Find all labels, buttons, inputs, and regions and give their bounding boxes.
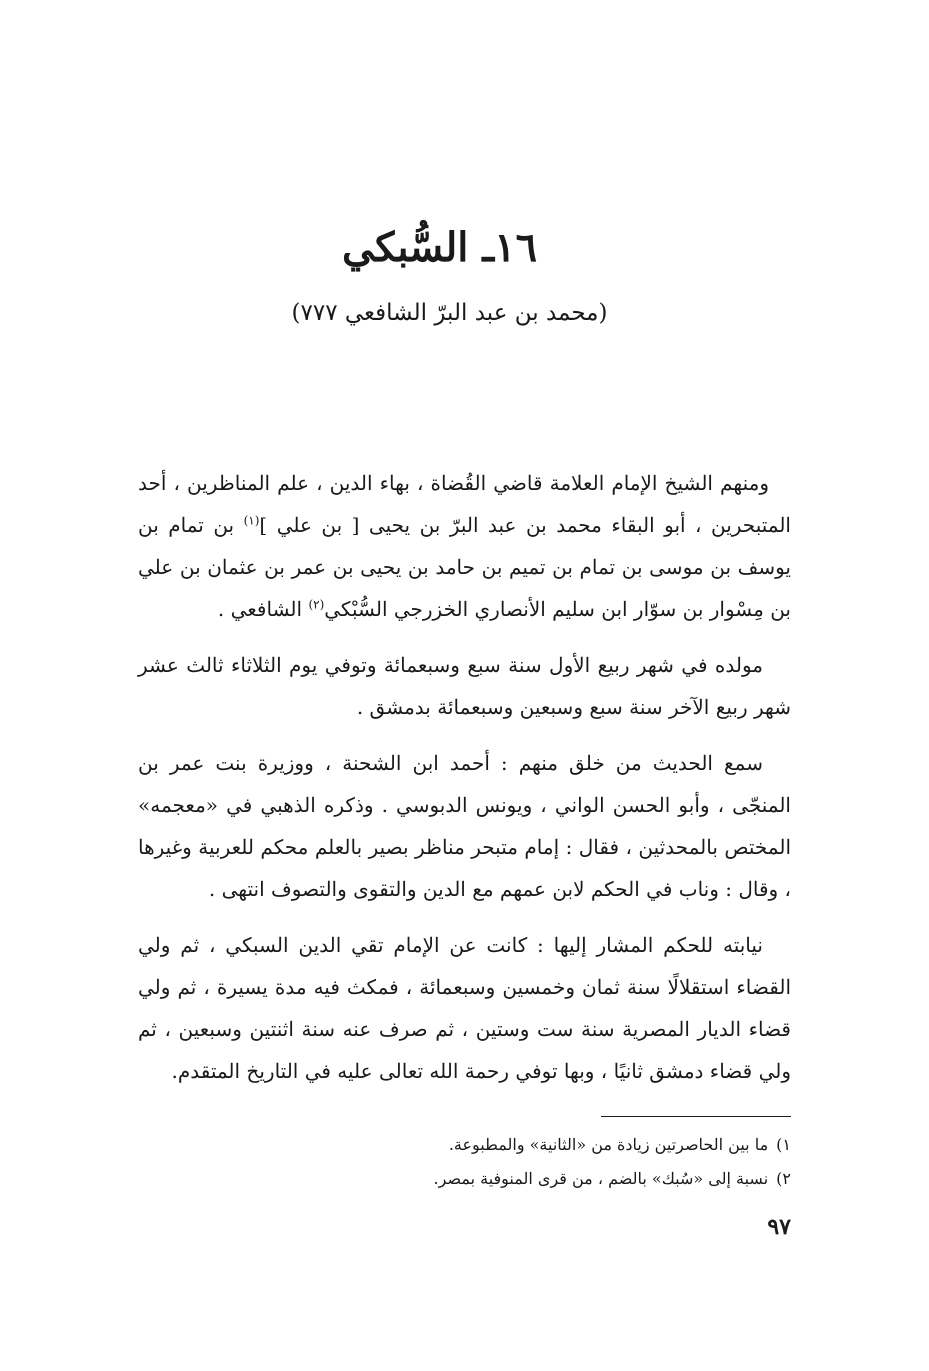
- footnote-1-number: ١): [776, 1135, 791, 1154]
- page-number: ٩٧: [767, 1214, 791, 1240]
- paragraph-1-part-a: ومنهم الشيخ الإمام العلامة قاضي القُضاة ، بهاء الدين ، علم المناظرين ، أحد المتبحرين ، أبو البقاء محمد بن عبد البرّ بن يحيى [ بن علي ]: [138, 471, 791, 537]
- paragraph-1-part-b: بن تمام بن يوسف بن موسى بن تمام بن تميم بن حامد بن يحيى بن عمر بن عثمان بن علي بن مِسْوار بن سوّار ابن سليم الأنصاري الخزرجي السُّبْكي: [138, 513, 791, 621]
- paragraph-1-part-c: الشافعي .: [217, 597, 309, 621]
- footnote-ref-1: (١): [243, 513, 260, 528]
- footnote-2: [138, 1162, 791, 1196]
- entry-title: ١٦ـ السُّبكي: [341, 224, 538, 271]
- footnotes: [138, 1128, 791, 1196]
- footnote-divider: [601, 1116, 791, 1117]
- paragraph-2: مولده في شهر ربيع الأول سنة سبع وسبعمائة وتوفي يوم الثلاثاء ثالث عشر شهر ربيع الآخر سنة سبع وسبعين وسبعمائة بدمشق .: [138, 653, 791, 719]
- body-text: [138, 462, 791, 1106]
- paragraph-4: نيابته للحكم المشار إليها : كانت عن الإمام تقي الدين السبكي ، ثم ولي القضاء استقلالًا سنة ثمان وخمسين وسبعمائة ، فمكث فيه مدة يسيرة ، ثم ولي قضاء الديار المصرية سنة ست وستين ، ثم صرف عنه سنة اثنتين وسبعين ، ثم ولي قضاء دمشق ثانيًا ، وبها توفي رحمة الله تعالى عليه في التاريخ المتقدم.: [138, 933, 791, 1083]
- entry-heading: [0, 222, 929, 330]
- footnote-1: [138, 1128, 791, 1162]
- footnote-2-number: ٢): [776, 1169, 791, 1188]
- paragraph-1: [138, 462, 791, 630]
- footnote-2-text: نسبة إلى «سُبك» بالضم ، من قرى المنوفية بمصر.: [433, 1169, 769, 1188]
- paragraph-3: سمع الحديث من خلق منهم : أحمد ابن الشحنة ، ووزيرة بنت عمر بن المنجّى ، وأبو الحسن الواني ، ويونس الدبوسي . وذكره الذهبي في «معجمه» المختص بالمحدثين ، فقال : إمام متبحر مناظر بصير بالعلم محكم للعربية وغيرها ، وقال : وناب في الحكم لابن عمهم مع الدين والتقوى والتصوف انتهى .: [138, 751, 791, 901]
- footnote-1-text: ما بين الحاصرتين زيادة من «الثانية» والمطبوعة.: [448, 1135, 769, 1154]
- entry-subtitle: (محمد بن عبد البرّ الشافعي ٧٧٧): [291, 300, 608, 326]
- footnote-ref-2: (٢): [308, 597, 325, 612]
